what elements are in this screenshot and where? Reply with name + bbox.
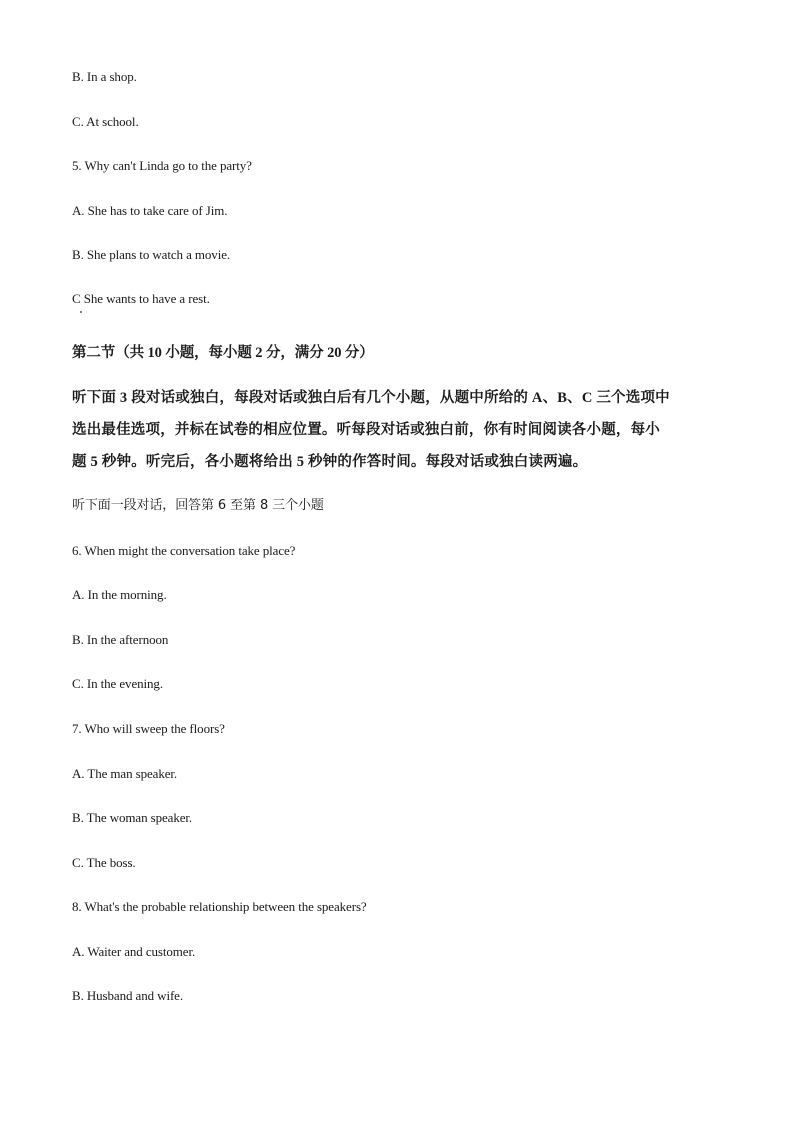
instruction-line-3: 题 5 秒钟。听完后，各小题将给出 5 秒钟的作答时间。每段对话或独白读两遍。: [72, 454, 588, 470]
question-7: 7. Who will sweep the floors?: [72, 721, 225, 736]
question-6: 6. When might the conversation take place?: [72, 543, 296, 558]
q8-option-a: A. Waiter and customer.: [72, 944, 196, 959]
question-5: 5. Why can't Linda go to the party?: [72, 158, 252, 173]
question-8: 8. What's the probable relationship between the speakers?: [72, 899, 367, 914]
q5-option-c: C She wants to have a rest.: [72, 291, 210, 306]
q5-option-b: B. She plans to watch a movie.: [72, 247, 231, 262]
q6-option-a: A. In the morning.: [72, 587, 167, 602]
section-title: 第二节（共 10 小题，每小题 2 分，满分 20 分）: [72, 345, 374, 361]
q7-option-b: B. The woman speaker.: [72, 810, 193, 825]
q4-option-b: B. In a shop.: [72, 69, 137, 84]
q5-option-a: A. She has to take care of Jim.: [72, 203, 228, 218]
q7-option-a: A. The man speaker.: [72, 766, 178, 781]
q6-option-b: B. In the afternoon: [72, 632, 169, 647]
instruction-line-2: 选出最佳选项，并标在试卷的相应位置。听每段对话或独白前，你有时间阅读各小题，每小: [72, 422, 660, 438]
q7-option-c: C. The boss.: [72, 855, 136, 870]
q4-option-c: C. At school.: [72, 114, 139, 129]
instruction-line-1: 听下面 3 段对话或独白，每段对话或独白后有几个小题，从题中所给的 A、B、C 三个选项中: [72, 390, 670, 406]
dialogue-instruction: 听下面一段对话，回答第 6 至第 8 三个小题: [72, 498, 324, 513]
q8-option-b: B. Husband and wife.: [72, 988, 184, 1003]
stray-dot: [80, 311, 82, 313]
q6-option-c: C. In the evening.: [72, 676, 163, 691]
